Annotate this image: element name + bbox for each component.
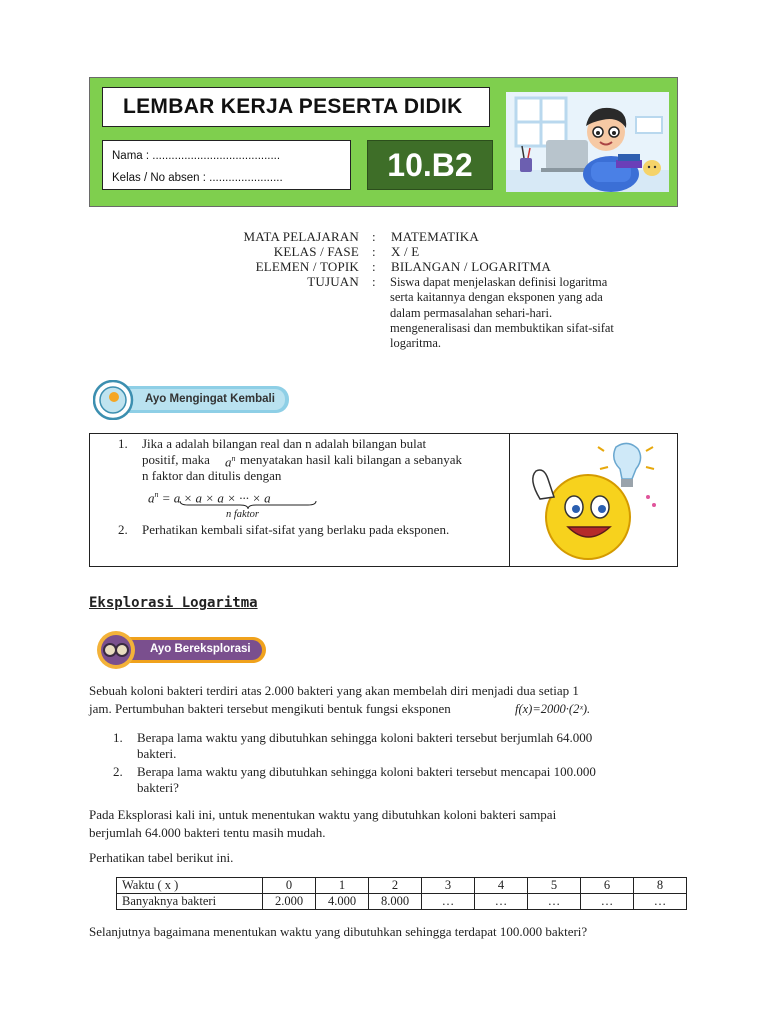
worksheet-header xyxy=(89,77,678,207)
paragraph-line: Perhatikan tabel berikut ini. xyxy=(89,850,234,865)
recall-box xyxy=(89,433,678,567)
list-number: 1. xyxy=(118,436,128,451)
meta-colon: : xyxy=(372,259,376,274)
meta-colon: : xyxy=(372,244,376,259)
meta-colon: : xyxy=(372,274,376,289)
table-cell: 3 xyxy=(422,878,475,894)
list-number: 1. xyxy=(113,730,123,745)
table-row-header: Waktu ( x ) xyxy=(117,878,263,894)
name-field: Nama : ........................................ xyxy=(112,150,281,162)
table-cell: 4.000 xyxy=(316,894,369,910)
explore-badge xyxy=(96,630,270,675)
recall-item-1-line: Jika a adalah bilangan real dan n adalah bilangan bulat xyxy=(142,436,427,451)
recall-item-2: Perhatikan kembali sifat-sifat yang berlaku pada eksponen. xyxy=(142,522,450,537)
table-cell: … xyxy=(634,894,687,910)
question-line: bakteri? xyxy=(137,780,179,795)
table-row xyxy=(117,894,687,910)
recall-divider xyxy=(509,434,510,566)
idea-smiley-illustration xyxy=(520,439,660,568)
meta-label-class: KELAS / FASE xyxy=(273,244,359,259)
intro-line: Sebuah koloni bakteri terdiri atas 2.000 bakteri yang akan membelah diri menjadi dua setiap 1 xyxy=(89,683,579,698)
table-cell: … xyxy=(581,894,634,910)
meta-label-topic: ELEMEN / TOPIK xyxy=(255,259,359,274)
paragraph-line: berjumlah 64.000 bakteri tentu masih mudah. xyxy=(89,825,326,840)
recall-badge-label: Ayo Mengingat Kembali xyxy=(145,393,275,405)
binoculars-icon xyxy=(104,644,116,656)
table-cell: … xyxy=(475,894,528,910)
goal-line: serta kaitannya dengan eksponen yang ada xyxy=(390,290,603,305)
learning-goal xyxy=(390,275,680,351)
table-cell: 8.000 xyxy=(369,894,422,910)
recall-badge xyxy=(93,380,293,425)
table-cell: 2 xyxy=(369,878,422,894)
question-line: bakteri. xyxy=(137,746,177,761)
growth-function-formula: f(x)=2000·(2ˣ). xyxy=(515,702,591,716)
table-row-header: Banyaknya bakteri xyxy=(117,894,263,910)
meta-value-topic: BILANGAN / LOGARITMA xyxy=(391,259,551,274)
student-identity-box xyxy=(102,140,351,190)
power-formula: $a^n = a \times a \times a$ × ··· × a xyxy=(148,490,271,506)
table-cell: … xyxy=(528,894,581,910)
power-notation: $a^n$ xyxy=(225,454,236,470)
goal-line: Siswa dapat menjelaskan definisi logaritma xyxy=(390,275,608,289)
table-cell: 4 xyxy=(475,878,528,894)
recall-item-1-line: n faktor dan ditulis dengan xyxy=(142,468,282,483)
table-cell: 8 xyxy=(634,878,687,894)
student-at-desk-illustration xyxy=(506,92,669,192)
section-heading: Eksplorasi Logaritma xyxy=(89,595,258,611)
table-cell: 6 xyxy=(581,878,634,894)
question-line: Berapa lama waktu yang dibutuhkan sehingga koloni bakteri tersebut mencapai 100.000 xyxy=(137,764,596,779)
meta-label-goal: TUJUAN xyxy=(307,274,359,289)
table-cell: … xyxy=(422,894,475,910)
worksheet-code: 10.B2 xyxy=(367,140,493,190)
meta-value-class: X / E xyxy=(391,244,420,259)
goal-line: logaritma. xyxy=(390,336,442,351)
intro-line: jam. Pertumbuhan bakteri tersebut mengikuti bentuk fungsi eksponen xyxy=(89,701,451,716)
goal-line: dalam permasalahan sehari-hari. xyxy=(390,305,553,320)
list-number: 2. xyxy=(113,764,123,779)
table-cell: 1 xyxy=(316,878,369,894)
meta-colon: : xyxy=(372,229,376,244)
head-idea-icon xyxy=(109,392,119,402)
recall-item-1-line: positif, maka xyxy=(142,452,210,467)
table-row xyxy=(117,878,687,894)
paragraph-line: Pada Eksplorasi kali ini, untuk menentukan waktu yang dibutuhkan koloni bakteri sampai xyxy=(89,807,557,822)
table-cell: 5 xyxy=(528,878,581,894)
worksheet-title: LEMBAR KERJA PESERTA DIDIK xyxy=(102,87,490,127)
recall-item-1-line: menyatakan hasil kali bilangan a sebanyak xyxy=(240,452,463,467)
list-number: 2. xyxy=(118,522,128,537)
closing-question: Selanjutnya bagaimana menentukan waktu yang dibutuhkan sehingga terdapat 100.000 bakteri? xyxy=(89,924,588,939)
class-number-field: Kelas / No absen : ....................... xyxy=(112,172,283,184)
table-cell: 2.000 xyxy=(263,894,316,910)
table-cell: 0 xyxy=(263,878,316,894)
underbrace-label: n faktor xyxy=(226,509,259,520)
growth-table xyxy=(116,877,687,910)
goal-line: mengeneralisasi dan membuktikan sifat-sifat xyxy=(390,320,614,335)
explore-badge-label: Ayo Bereksplorasi xyxy=(150,643,251,655)
question-line: Berapa lama waktu yang dibutuhkan sehingga koloni bakteri tersebut berjumlah 64.000 xyxy=(137,730,593,745)
meta-value-subject: MATEMATIKA xyxy=(391,229,479,244)
meta-label-subject: MATA PELAJARAN xyxy=(243,229,359,244)
